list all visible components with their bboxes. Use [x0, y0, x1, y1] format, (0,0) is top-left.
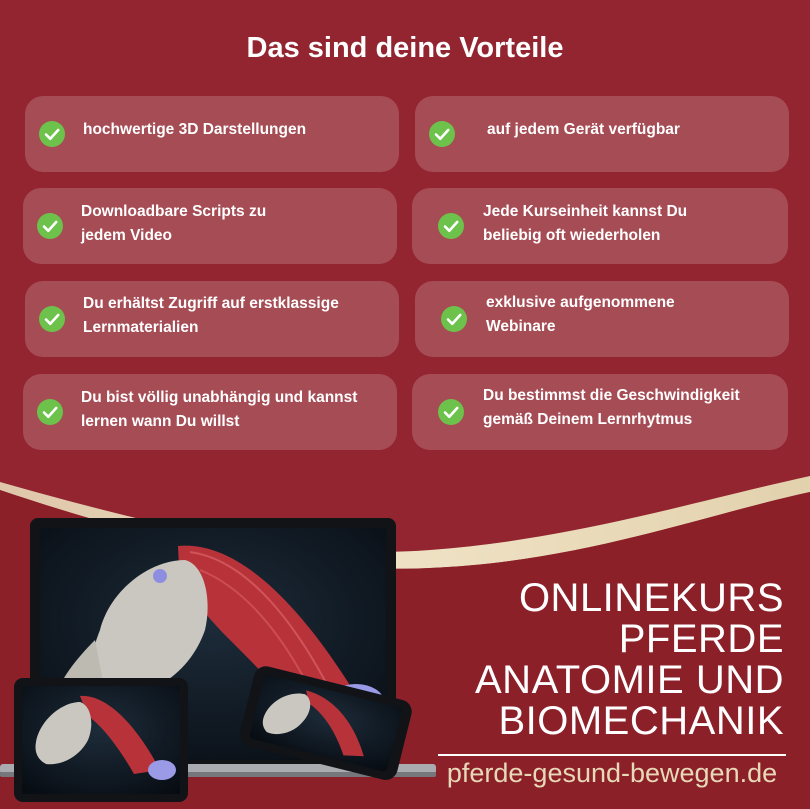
course-title-line: BIOMECHANIK: [498, 699, 784, 743]
benefit-card-4: [412, 188, 788, 264]
course-title-line: ONLINEKURS: [518, 576, 784, 620]
title-divider: [438, 754, 786, 756]
benefit-text: [83, 292, 389, 340]
benefit-card-2: [415, 96, 789, 172]
benefit-text: [83, 118, 389, 142]
benefit-line: Du bist völlig unabhängig und kannst: [81, 389, 358, 406]
headline: Das sind deine Vorteile: [246, 32, 564, 64]
benefit-line: jedem Video: [81, 227, 173, 244]
benefit-line: gemäß Deinem Lernrhytmus: [483, 411, 693, 428]
check-circle-icon: [39, 121, 65, 147]
benefit-text: [486, 291, 779, 339]
check-circle-icon: [438, 213, 464, 239]
benefit-line: Jede Kurseinheit kannst Du: [483, 203, 688, 220]
benefit-line: lernen wann Du willst: [81, 413, 240, 430]
benefit-text: [483, 200, 778, 248]
benefit-text: [487, 118, 779, 142]
benefit-card-1: [25, 96, 399, 172]
benefit-text: [81, 200, 387, 248]
benefit-line: Webinare: [486, 318, 556, 335]
benefit-card-8: [412, 374, 788, 450]
website-link[interactable]: pferde-gesund-bewegen.de: [446, 758, 778, 788]
check-circle-icon: [37, 213, 63, 239]
benefit-line: Downloadbare Scripts zu: [81, 203, 267, 220]
check-circle-icon: [438, 399, 464, 425]
benefit-card-6: [415, 281, 789, 357]
course-title-line: ANATOMIE UND: [475, 658, 784, 702]
benefit-card-3: [23, 188, 397, 264]
course-title: [404, 578, 784, 742]
benefit-line: auf jedem Gerät verfügbar: [487, 121, 680, 138]
benefit-text: [483, 384, 784, 432]
check-circle-icon: [37, 399, 63, 425]
tablet: [14, 678, 188, 802]
benefit-card-5: [25, 281, 399, 357]
check-circle-icon: [441, 306, 467, 332]
benefit-line: Du erhältst Zugriff auf erstklassige: [83, 295, 339, 312]
benefit-line: Du bestimmst die Geschwindigkeit: [483, 387, 740, 404]
benefit-line: beliebig oft wiederholen: [483, 227, 661, 244]
course-title-line: PFERDE: [618, 617, 784, 661]
benefit-line: hochwertige 3D Darstellungen: [83, 121, 307, 138]
benefit-line: Lernmaterialien: [83, 319, 199, 336]
benefit-line: exklusive aufgenommene: [486, 294, 675, 311]
check-circle-icon: [429, 121, 455, 147]
benefit-card-7: [23, 374, 397, 450]
check-circle-icon: [39, 306, 65, 332]
benefit-text: [81, 386, 393, 434]
